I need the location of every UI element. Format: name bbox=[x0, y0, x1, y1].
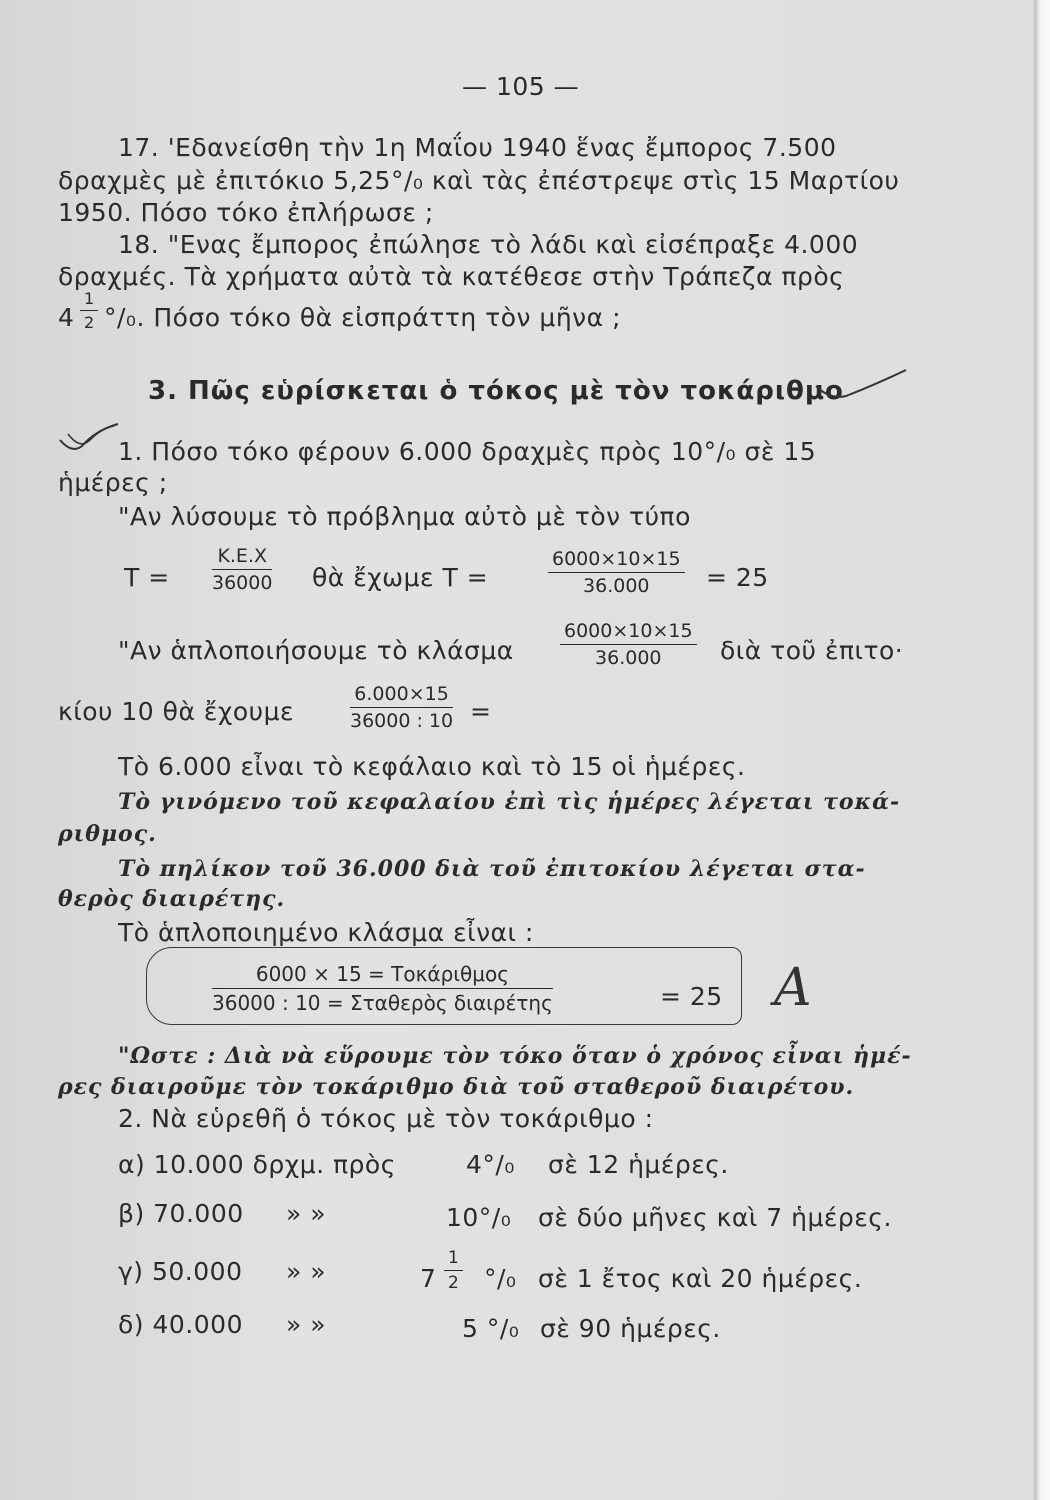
simplify-tail: διὰ τοῦ ἐπιτο· bbox=[720, 636, 904, 665]
calculation-numerator: 6000×10×15 bbox=[548, 548, 685, 573]
problem-18-prefix: 4 bbox=[58, 303, 75, 332]
exercise-item-c-label: γ) 50.000 bbox=[118, 1257, 243, 1286]
kiou-denominator: 36000 : 10 bbox=[350, 710, 454, 732]
formula-fraction bbox=[212, 545, 272, 594]
exercise-item-b-period: σὲ δύο μῆνες καὶ 7 ἡμέρες. bbox=[538, 1203, 892, 1232]
problem-18-line-1: 18. "Ενας ἔμπορος ἐπώλησε τὸ λάδι καὶ εἰσέπραξε 4.000 bbox=[118, 230, 859, 259]
boxed-denominator: 36000 : 10 = Σταθερὸς διαιρέτης bbox=[212, 991, 553, 1015]
page-number: — 105 — bbox=[462, 72, 580, 101]
explanation-line: Τὸ 6.000 εἶναι τὸ κεφάλαιο καὶ τὸ 15 οἱ ἡμέρες. bbox=[118, 752, 746, 781]
exercise-item-b-label: β) 70.000 bbox=[118, 1199, 244, 1228]
example-question-line-1: 1. Πόσο τόκο φέρουν 6.000 δραχμὲς πρὸς 10°/₀ σὲ 15 bbox=[118, 437, 817, 466]
kiou-text: κίου 10 θὰ ἔχουμε bbox=[58, 697, 295, 726]
simplify-fraction bbox=[560, 620, 697, 669]
section-heading: 3. Πῶς εὑρίσκεται ὁ τόκος μὲ τὸν τοκάριθμο bbox=[148, 376, 844, 406]
problem-18-line-2: δραχμές. Τὰ χρήματα αὐτὰ τὰ κατέθεσε στὴν Τράπεζα πρὸς bbox=[58, 262, 845, 291]
exercise-item-a-period: σὲ 12 ἡμέρες. bbox=[548, 1150, 729, 1179]
boxed-result: = 25 bbox=[660, 982, 723, 1011]
exercise-item-c-fraction bbox=[444, 1248, 463, 1293]
kiou-fraction bbox=[350, 683, 453, 732]
exercise-item-d-ditto: » » bbox=[286, 1310, 327, 1339]
calculation-result: = 25 bbox=[706, 563, 769, 592]
definition-2-line-1: Τὸ πηλίκον τοῦ 36.000 διὰ τοῦ ἐπιτοκίου λέγεται στα- bbox=[118, 856, 866, 882]
calculation-denominator: 36.000 bbox=[583, 575, 650, 597]
definition-2-line-2: θερὸς διαιρέτης. bbox=[58, 886, 286, 912]
exercise-item-c-period: σὲ 1 ἔτος καὶ 20 ἡμέρες. bbox=[538, 1264, 863, 1293]
boxed-numerator: 6000 × 15 = Τοκάριθμος bbox=[212, 962, 553, 989]
page-edge bbox=[1034, 0, 1050, 1500]
simplify-text: "Αν ἁπλοποιήσουμε τὸ κλάσμα bbox=[118, 636, 514, 665]
exercise-item-d-label: δ) 40.000 bbox=[118, 1310, 243, 1339]
definition-1-line-2: ριθμος. bbox=[58, 821, 157, 847]
problem-18-line-3: °/₀. Πόσο τόκο θὰ εἰσπράττη τὸν μῆνα ; bbox=[104, 303, 621, 332]
simplify-denominator: 36.000 bbox=[595, 647, 662, 669]
kiou-numerator: 6.000×15 bbox=[350, 683, 453, 708]
example-intro: "Αν λύσουμε τὸ πρόβλημα αὐτὸ μὲ τὸν τύπο bbox=[118, 502, 691, 531]
checkmark-icon bbox=[812, 364, 912, 406]
exercise-item-d-period: σὲ 90 ἡμέρες. bbox=[540, 1314, 721, 1343]
calculation-fraction bbox=[548, 548, 685, 597]
definition-1-line-1: Τὸ γινόμενο τοῦ κεφαλαίου ἐπὶ τὶς ἡμέρες λέγεται τοκά- bbox=[118, 789, 901, 815]
handwritten-check-icon bbox=[56, 420, 122, 460]
exercise-item-d-rate: 5 °/₀ bbox=[462, 1314, 520, 1343]
exercise-item-b-rate: 10°/₀ bbox=[446, 1203, 512, 1232]
exercise-item-c-numerator: 1 bbox=[444, 1248, 463, 1271]
exercise-item-a-rate: 4°/₀ bbox=[466, 1150, 515, 1179]
formula-numerator: Κ.Ε.Χ bbox=[212, 545, 272, 570]
exercise-item-c-ditto: » » bbox=[286, 1257, 327, 1286]
exercise-title: 2. Νὰ εὑρεθῆ ὁ τόκος μὲ τὸν τοκάριθμο : bbox=[118, 1104, 654, 1133]
simplified-intro: Τὸ ἁπλοποιημένο κλάσμα εἶναι : bbox=[118, 918, 534, 947]
problem-17-line-1: 17. 'Εδανείσθη τὴν 1η Μαΐου 1940 ἕνας ἔμπορος 7.500 bbox=[118, 133, 837, 162]
kiou-equals: = bbox=[470, 697, 492, 726]
example-question-line-2: ἡμέρες ; bbox=[58, 468, 168, 497]
rule-line-1: "Ωστε : Διὰ νὰ εὕρουμε τὸν τόκο ὅταν ὁ χρόνος εἶναι ἡμέ- bbox=[118, 1043, 912, 1069]
formula-denominator: 36000 bbox=[212, 572, 273, 594]
problem-17-line-2: δραχμὲς μὲ ἐπιτόκιο 5,25°/₀ καὶ τὰς ἐπέστρεψε στὶς 15 Μαρτίου bbox=[58, 166, 900, 195]
handwritten-mark: A bbox=[774, 958, 813, 1018]
exercise-item-b-ditto: » » bbox=[286, 1199, 327, 1228]
rule-line-2: ρες διαιροῦμε τὸν τοκάριθμο διὰ τοῦ σταθεροῦ διαιρέτου. bbox=[58, 1074, 855, 1100]
formula-t: Τ = bbox=[124, 563, 170, 592]
formula-middle-text: θὰ ἔχωμε Τ = bbox=[312, 563, 489, 592]
simplify-numerator: 6000×10×15 bbox=[560, 620, 697, 645]
exercise-item-c-denominator: 2 bbox=[448, 1273, 459, 1293]
problem-17-line-3: 1950. Πόσο τόκο ἐπλήρωσε ; bbox=[58, 198, 434, 227]
fraction-numerator: 1 bbox=[80, 289, 98, 311]
exercise-item-c-rate: 7 bbox=[420, 1264, 437, 1293]
boxed-fraction bbox=[212, 962, 553, 1015]
fraction-denominator: 2 bbox=[84, 313, 95, 332]
problem-18-half-fraction bbox=[80, 289, 98, 332]
exercise-item-c-rate-suffix: °/₀ bbox=[484, 1264, 517, 1293]
exercise-item-a-label: α) 10.000 δρχμ. πρὸς bbox=[118, 1150, 396, 1179]
